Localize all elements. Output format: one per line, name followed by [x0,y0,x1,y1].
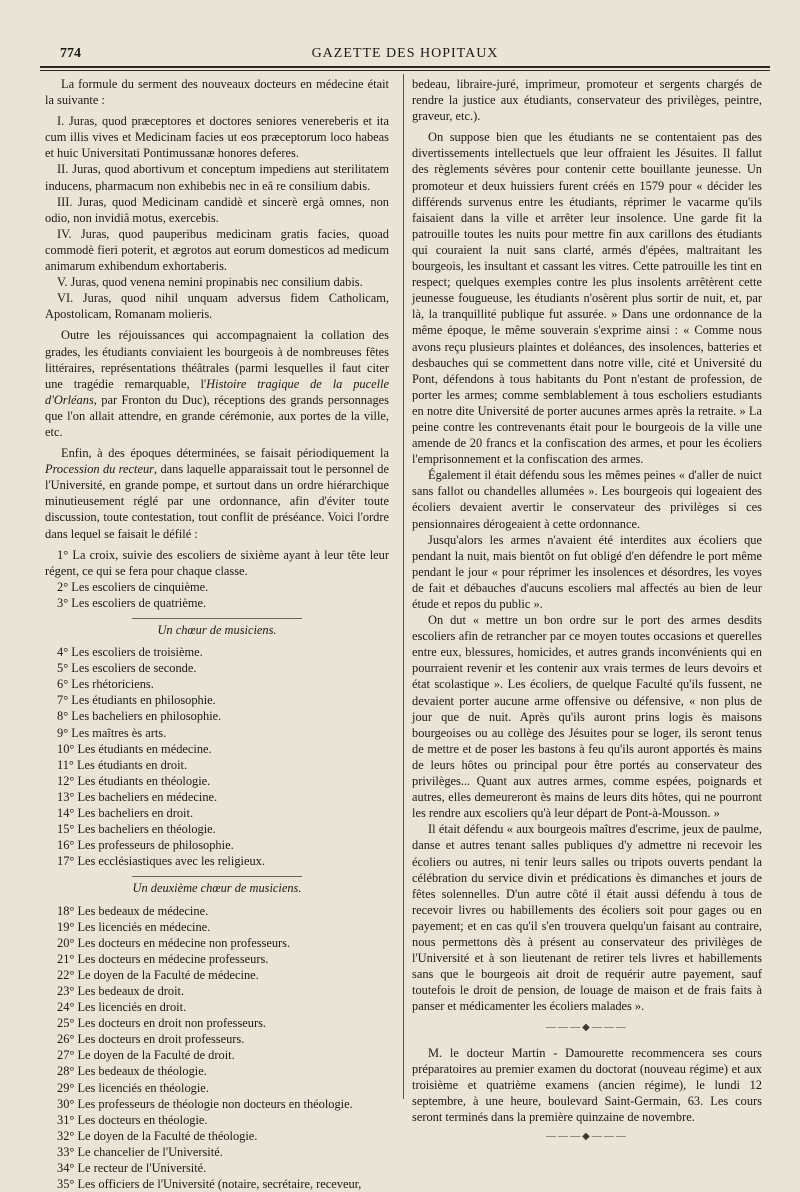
chorus-heading: Un chœur de musiciens. [45,618,389,638]
procession-list-item: 22° Le doyen de la Faculté de médecine. [57,967,259,982]
procession-list-item: 34° Le recteur de l'Université. [57,1161,207,1175]
end-separator: ———◆——— [546,1131,628,1142]
oath-article: I. Juras, quod præceptores et doctores seniores venereberis et ita cum illis vives et Medicinam facies ut eos præceptorum loco habeas et huic Universitati Pontimussanæ honores deferes. [45,114,389,161]
procession-list-item: 32° Le doyen de la Faculté de théologie. [57,1128,258,1143]
course-notice: M. le docteur Martin - Damourette recommencera ses cours préparatoires au premier examen du doctorat (nouveau régime) et aux troisième et quatrième examens (ancien régime), le lundi 12 septembre, à une heure, boulevard Saint-Germain, 63. Les cours seront terminés dans la première quinzaine de novembre. [412,1045,762,1124]
paragraph-lanterns: Également il était défendu sous les mêmes peines « d'aller de nuict sans fallot ou chandelles allumées ». Les bourgeois qui logeaient des écoliers devaient avertir le conservateur des privilèges si ces pensionnaires dérogeaient à cette ordonnance. [412,468,762,531]
chorus-rule [132,618,302,619]
procession-list-item: 27° Le doyen de la Faculté de droit. [57,1048,235,1063]
procession-list-item: 25° Les docteurs en droit non professeurs. [57,1016,267,1031]
procession-title: Procession du recteur [45,462,154,477]
procession-list-item: 18° Les bedeaux de médecine. [57,903,209,918]
procession-list-item: 20° Les docteurs en médecine non professeurs. [57,935,291,950]
paragraph-weapons-order: On dut « mettre un bon ordre sur le port des armes desdits escoliers afin de retrancher par ce moyen toutes occasions et querelles entre eux, blessures, homicides, et autres grands inconvénients qui en pourraient revenir et les contenir aux vrais termes de leurs devoirs et état scolastique ». Les écoliers, de quelque Faculté qu'ils fussent, ne devaient porter aucune arme offensive ou défensive, « non plus de jour que de nuit. Après qu'ils auront prins logis ès maisons bourgeoises ou au collège des Jésuites pour se loger, ils seront tenus de mettre et de poser les bastons à feu qu'ils auront apportés ès mains de leurs hôtes ou principal pour être portés au conservateur des privilèges... Quant aux autres armes, comme espées, poignards et autres, elles demeureront ès mains de leurs dits hôtes, qui ne pourront les rendre aux escoliers qu'à leur départ de Pont-à-Mousson. » [412,613,762,821]
procession-list-item: 9° Les maîtres ès arts. [57,725,167,740]
procession-list-item: 7° Les étudiants en philosophie. [57,693,216,708]
paragraph-fencing-halls: Il était défendu « aux bourgeois maîtres d'escrime, jeux de paulme, danse et autres tenant salles publiques d'y admettre ni recevoir les écoliers ou autres, ni tenir leurs salles ou tripots ouverts pendant la célébration du service divin et prédications ès dimanches et jours de fêtes solennelles. D'un autre côté il était aussi défendu à tous de recevoir livres ou habillements des écoliers soit pour gages ou en payement; et en cas qu'il s'en trouvera quelqu'un faisant au contraire, nous permettons dès à présent au conservateur des privilèges de l'Université et à son lieutenant de retirer tels livres et habillements sans que le bourgeois ait droit de requérir autre payement, sauf toutefois le droit de pension, de louage de maison et de frais faits à panser et médicamenter les écoliers malades ». [412,822,762,1014]
procession-list-item: 14° Les bacheliers en droit. [57,806,194,821]
procession-list-item: 31° Les docteurs en théologie. [57,1112,208,1127]
paragraph-regulations: On suppose bien que les étudiants ne se contentaient pas des divertissements intellectuels que leur offraient les Jésuites. Il fallut des règlements sévères pour contenir cette bouillante jeunesse. Un promoteur et deux huissiers furent créés en 1579 pour « décider les différends survenus entre les étudiants, réprimer le vacarme qu'ils faisaient dans la ville et arrêter leur insolence. Une garde fit la patrouille toutes les nuits pour mettre fin aux carillons des étudiants qui couraient la nuit sans clarté, armés d'épées, maltraitant les bourgeois, les insultant et cassant les vitres. Cette patrouille les tint en respect; quelques exemples contre les plus insolents arrêtèrent cette jeunesse fougueuse, les étudiants n'osèrent plus sortir de nuit, et, par là, la tranquillité publique fut assurée. » Dans une ordonnance de la même époque, le même souverain s'exprime ainsi : « Comme nous avons reçu plusieurs plaintes et doléances, des insolences, batteries et desbauches qui se commettent dans notre ville, cité et Université du Pont, défendons à tous habitants du Pont n'estant de profession, de porter les armes; comme semblablement à tous escholiers estudiants en notre dite Université de porter aucunes armes après la retraite. » La peine contre les contrevenants était pour le bourgeois de la ville une amende de 20 francs et la confiscation des armes, et pour les écoliers l'emprisonnement et la confiscation des armes. [412,130,762,467]
oath-article: III. Juras, quod Medicinam candidè et sincerè ergà omnes, non odio, non invidiâ motus, exercebis. [45,194,389,225]
page-header [40,42,770,66]
procession-list-item: 1° La croix, suivie des escoliers de sixième ayant à leur tête leur régent, ce qui se fera pour chaque classe. [45,547,389,578]
oath-article: II. Juras, quod abortivum et conceptum impediens aut sterilitatem inducens, pharmacum non exhibebis nec in eâ re consilium dabis. [45,162,389,193]
procession-list-item: 4° Les escoliers de troisième. [57,645,203,660]
procession-list-item: 16° Les professeurs de philosophie. [57,838,234,853]
running-title: GAZETTE DES HOPITAUX [311,46,499,61]
procession-list-item: 23° Les bedeaux de droit. [57,983,185,998]
procession-list-item: 6° Les rhétoriciens. [57,677,154,692]
procession-list-item: 17° Les ecclésiastiques avec les religieux. [57,854,265,869]
chorus-heading: Un deuxième chœur de musiciens. [45,876,389,896]
procession-list-item: 15° Les bacheliers en théologie. [57,822,216,837]
procession-list-item: 28° Les bedeaux de théologie. [57,1064,207,1079]
oath-article: VI. Juras, quod nihil unquam adversus fidem Catholicam, Apostolicam, Romanam molieris. [45,291,389,322]
procession-list-item: 13° Les bacheliers en médecine. [57,789,218,804]
chorus-rule [132,876,302,877]
paragraph-weapons-day: Jusqu'alors les armes n'avaient été interdites aux écoliers que pendant la nuit, mais bientôt on fut obligé d'en défendre le port même pendant le jour « pour réprimer les insolences et désordres, les voyes de fait et débauches d'aucuns escoliers mal affectés au bien de leur étude et repos du public ». [412,532,762,611]
procession-list-item: 8° Les bacheliers en philosophie. [57,709,222,724]
procession-list-item: 3° Les escoliers de quatrième. [57,595,207,610]
procession-list-item: 35° Les officiers de l'Université (notaire, secrétaire, receveur, [57,1177,362,1192]
oath-article: V. Juras, quod venena nemini propinabis nec consilium dabis. [57,275,363,290]
column-divider [403,74,404,1099]
page-number: 774 [60,46,81,61]
left-column [45,76,389,1192]
procession-list-item: 29° Les licenciés en théologie. [57,1080,209,1095]
play-title: Histoire tragique de la pucelle d'Orléans [45,376,389,407]
header-rule-thin [40,70,770,71]
procession-list-item: 2° Les escoliers de cinquième. [57,579,209,594]
section-separator: ———◆——— [546,1022,628,1034]
procession-list-item: 30° Les professeurs de théologie non docteurs en théologie. [57,1096,353,1111]
right-column [412,76,762,1145]
paragraph-festivities: Outre les réjouissances qui accompagnaient la collation des grades, les étudiants conviaient les bourgeois à de nombreuses fêtes littéraires, représentations théâtrales (parmi lesquelles il faut citer une tragédie remarquable, l'Histoire tragique de la pucelle d'Orléans, par Fronton du Duc), réceptions des grands personnages que l'on allait attendre, en grande cérémonie, aux portes de la ville, etc. [45,328,389,439]
oath-intro: La formule du serment des nouveaux docteurs en médecine était la suivante : [45,77,389,108]
procession-list-item: 33° Le chancelier de l'Université. [57,1144,223,1159]
procession-list-item: 5° Les escoliers de seconde. [57,661,197,676]
oath-article: IV. Juras, quod pauperibus medicinam gratis facies, quoad commodè fieri poterit, et ægrotos aut eorum domesticos ad medicum animarum exhibendum exhortaberis. [45,226,389,274]
procession-list-item: 26° Les docteurs en droit professeurs. [57,1032,245,1047]
header-rule [40,66,770,68]
procession-list-item: 12° Les étudiants en théologie. [57,773,211,788]
paragraph-continuation: bedeau, libraire-juré, imprimeur, promoteur et sergents chargés de rendre la justice aux étudiants, conservateur des privilèges, peintre, graveur, etc.). [412,77,762,124]
procession-list-item: 11° Les étudiants en droit. [57,757,188,772]
paragraph-procession: Enfin, à des époques déterminées, se faisait périodiquement la Procession du recteur, dans laquelle apparaissait tout le personnel de l'Université, en grande pompe, et surtout dans un ordre hiérarchique minutieusement réglé par une ordonnance, afin d'éviter toute discussion, toute contestation, tout conflit de préséance. Voici l'ordre dans lequel se faisait le défilé : [45,446,389,541]
procession-list-item: 10° Les étudiants en médecine. [57,741,212,756]
procession-list-item: 24° Les licenciés en droit. [57,1000,187,1015]
procession-list-item: 21° Les docteurs en médecine professeurs. [57,951,269,966]
procession-list-item: 19° Les licenciés en médecine. [57,919,211,934]
